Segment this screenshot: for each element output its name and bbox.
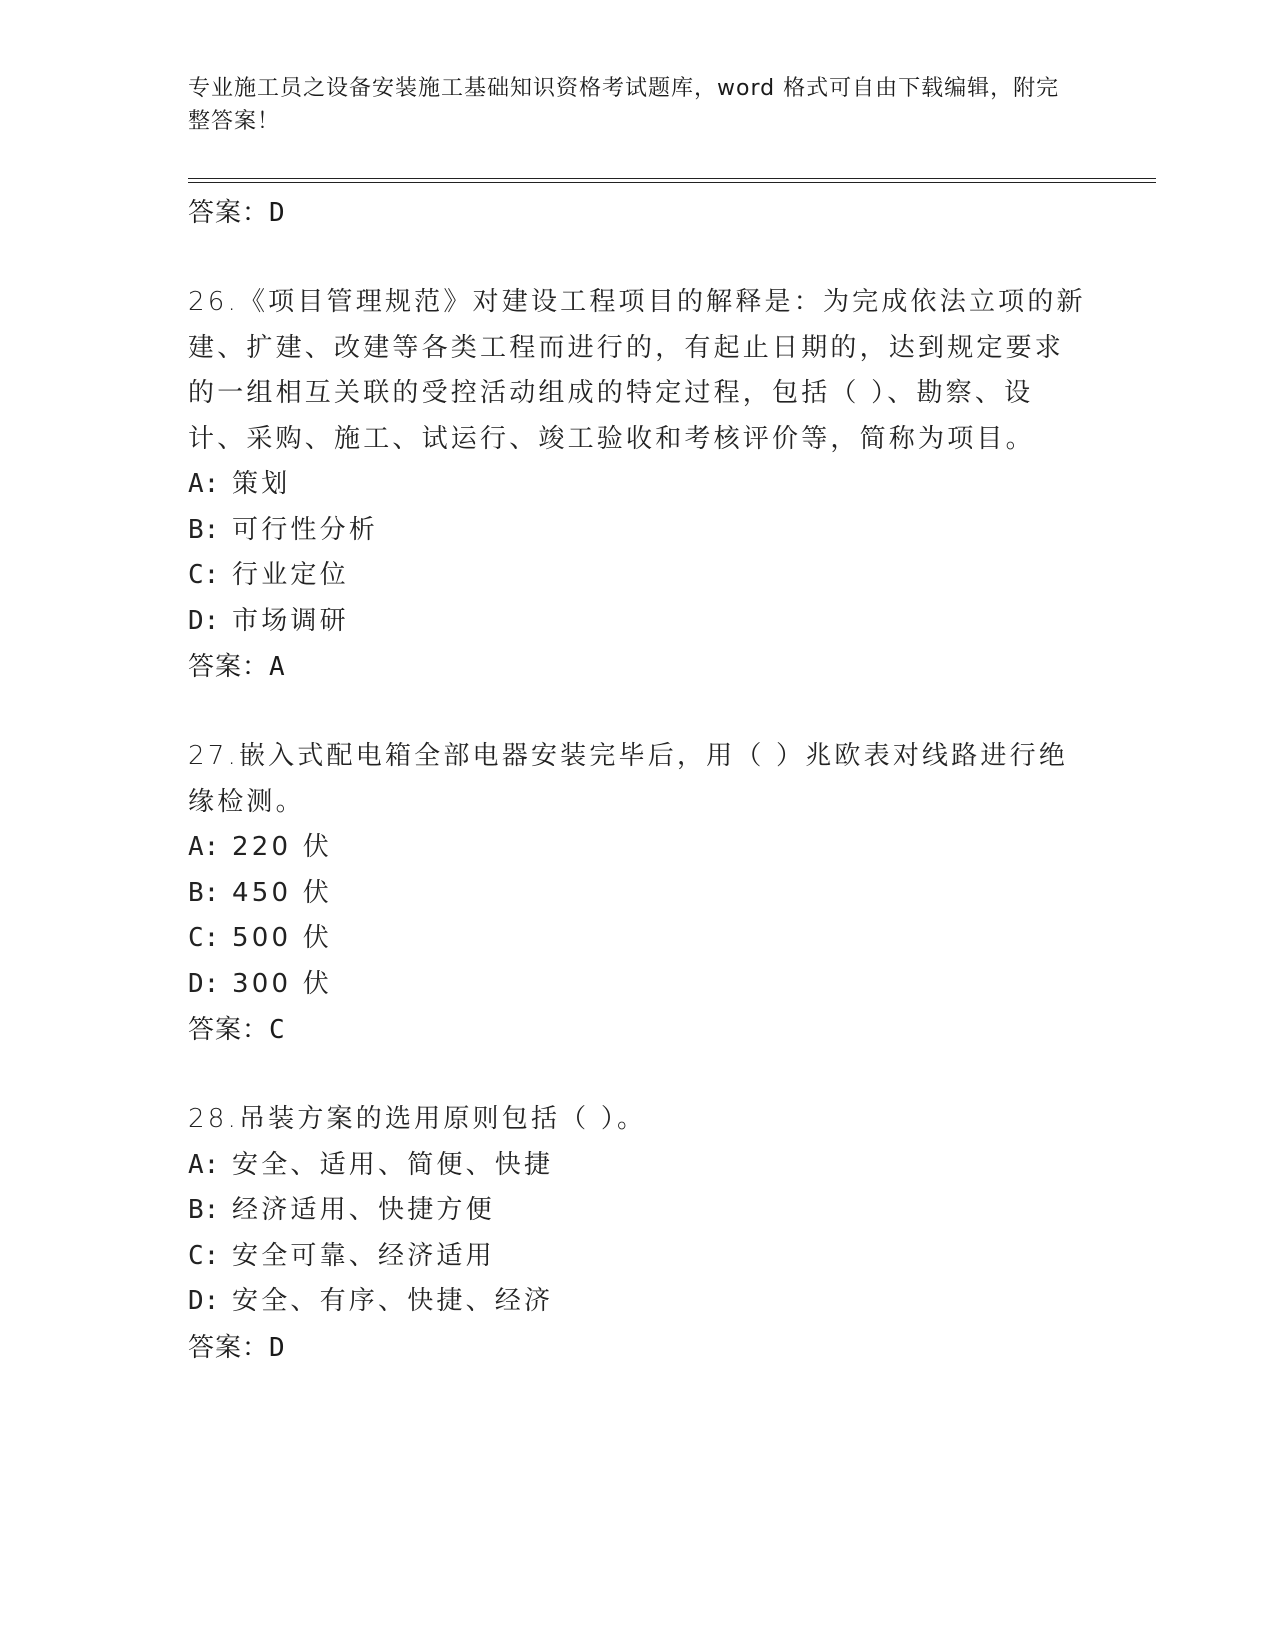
option-text: 可行性分析 [232,514,379,545]
question-27 [188,734,1088,1053]
header-divider [188,178,1156,183]
question-stem: 26.《项目管理规范》对建设工程项目的解释是：为完成依法立项的新建、扩建、改建等各类工程而进行的，有起止日期的，达到规定要求的一组相互关联的受控活动组成的特定过程，包括（ ）、勘察、设计、采购、施工、试运行、竣工验收和考核评价等，简称为项目。 [188,287,1086,454]
option-key: D: [188,605,220,636]
option-text: 行业定位 [232,560,349,590]
answer-value: C [269,1015,286,1045]
answer-label: 答案： [188,1332,270,1363]
option-text: 450 伏 [232,877,332,908]
answer-label: 答案： [188,198,270,228]
option-text: 安全、有序、快捷、经济 [232,1286,554,1316]
answer-value: A [269,652,286,682]
question-answer [188,1325,1088,1371]
option-text: 市场调研 [232,605,349,636]
option-d [188,599,1088,645]
option-key: B: [188,1195,220,1225]
option-key: B: [188,514,220,545]
option-key: A: [188,1149,220,1180]
question-list [188,190,1088,1415]
answer-value: D [269,1332,286,1363]
answer-label: 答案： [188,1015,270,1045]
option-b [188,508,1088,554]
option-c [188,1234,1088,1280]
option-key: C: [188,1240,220,1271]
option-text: 500 伏 [232,923,332,953]
question-stem: 28.吊装方案的选用原则包括（ ）。 [188,1104,647,1134]
question-stem: 27.嵌入式配电箱全部电器安装完毕后，用（ ）兆欧表对线路进行绝缘检测。 [188,741,1069,817]
document-header: 专业施工员之设备安装施工基础知识资格考试题库，word 格式可自由下载编辑，附完整答案！ [188,76,1060,134]
option-text: 220 伏 [232,832,332,862]
option-b [188,1188,1088,1234]
question-answer [188,1007,1088,1053]
option-key: C: [188,560,220,590]
option-text: 经济适用、快捷方便 [232,1195,495,1225]
option-key: D: [188,968,220,999]
option-text: 策划 [232,469,291,499]
option-a [188,825,1088,871]
option-key: A: [188,469,220,499]
option-text: 300 伏 [232,968,332,999]
option-d [188,962,1088,1008]
question-28 [188,1097,1088,1371]
option-key: A: [188,832,220,862]
question-answer [188,644,1088,690]
answer-label: 答案： [188,652,270,682]
option-text: 安全可靠、经济适用 [232,1240,495,1271]
previous-answer [188,190,1088,236]
option-d [188,1279,1088,1325]
option-key: D: [188,1286,220,1316]
option-c [188,553,1088,599]
option-c [188,916,1088,962]
question-26 [188,280,1088,690]
option-key: B: [188,877,220,908]
option-text: 安全、适用、简便、快捷 [232,1149,554,1180]
option-key: C: [188,923,220,953]
option-b [188,871,1088,917]
option-a [188,1143,1088,1189]
option-a [188,462,1088,508]
answer-value: D [269,198,286,228]
